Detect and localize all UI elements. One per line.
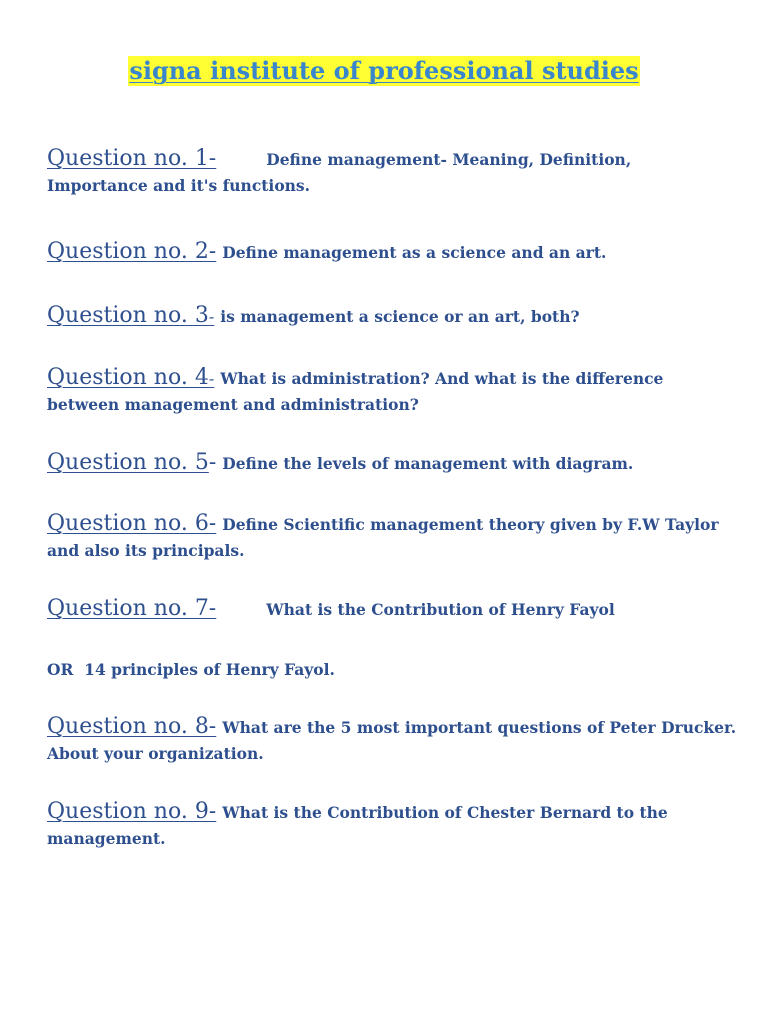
question-6-label: Question no. 6- [47,511,217,536]
question-1-label: Question no. 1- [47,146,217,171]
question-4-text-cont: between management and administration? [47,395,419,414]
question-4-text: What is administration? And what is the difference [220,369,664,388]
question-6-text-cont: and also its principals. [47,541,245,560]
question-8-label: Question no. 8- [47,714,217,739]
question-9-label: Question no. 9- [47,799,217,824]
question-1-text-cont: Importance and it's functions. [47,176,311,195]
question-6 [47,511,737,564]
question-5-text: Define the levels of management with diagram. [222,454,634,473]
question-9-text-cont: management. [47,829,166,848]
question-1-text: Define management- Meaning, Definition, [266,150,632,169]
question-6-text: Define Scientific management theory given by F.W Taylor [222,515,719,534]
question-7 [47,596,737,623]
question-8-text: What are the 5 most important questions of Peter Drucker. [222,718,737,737]
page-title: signa institute of professional studies [129,56,639,85]
question-3 [47,303,737,330]
question-5-label: Question no. 5- [47,450,217,475]
question-4 [47,365,737,418]
question-2-label: Question no. 2- [47,239,217,264]
question-1 [47,146,737,199]
question-8-text-cont: About your organization. [47,744,264,763]
question-8 [47,714,737,767]
question-3-text: is management a science or an art, both? [220,307,580,326]
question-2-text: Define management as a science and an art. [222,243,607,262]
question-7-alternative: OR 14 principles of Henry Fayol. [47,660,335,679]
question-7-label: Question no. 7- [47,596,217,621]
question-9-text: What is the Contribution of Chester Bernard to the [222,803,668,822]
question-2 [47,239,737,266]
question-5 [47,450,737,477]
title-container [0,56,768,86]
question-3-label: Question no. 3- [47,303,215,328]
question-9 [47,799,737,852]
question-7-text: What is the Contribution of Henry Fayol [266,600,615,619]
question-4-label: Question no. 4- [47,365,215,390]
